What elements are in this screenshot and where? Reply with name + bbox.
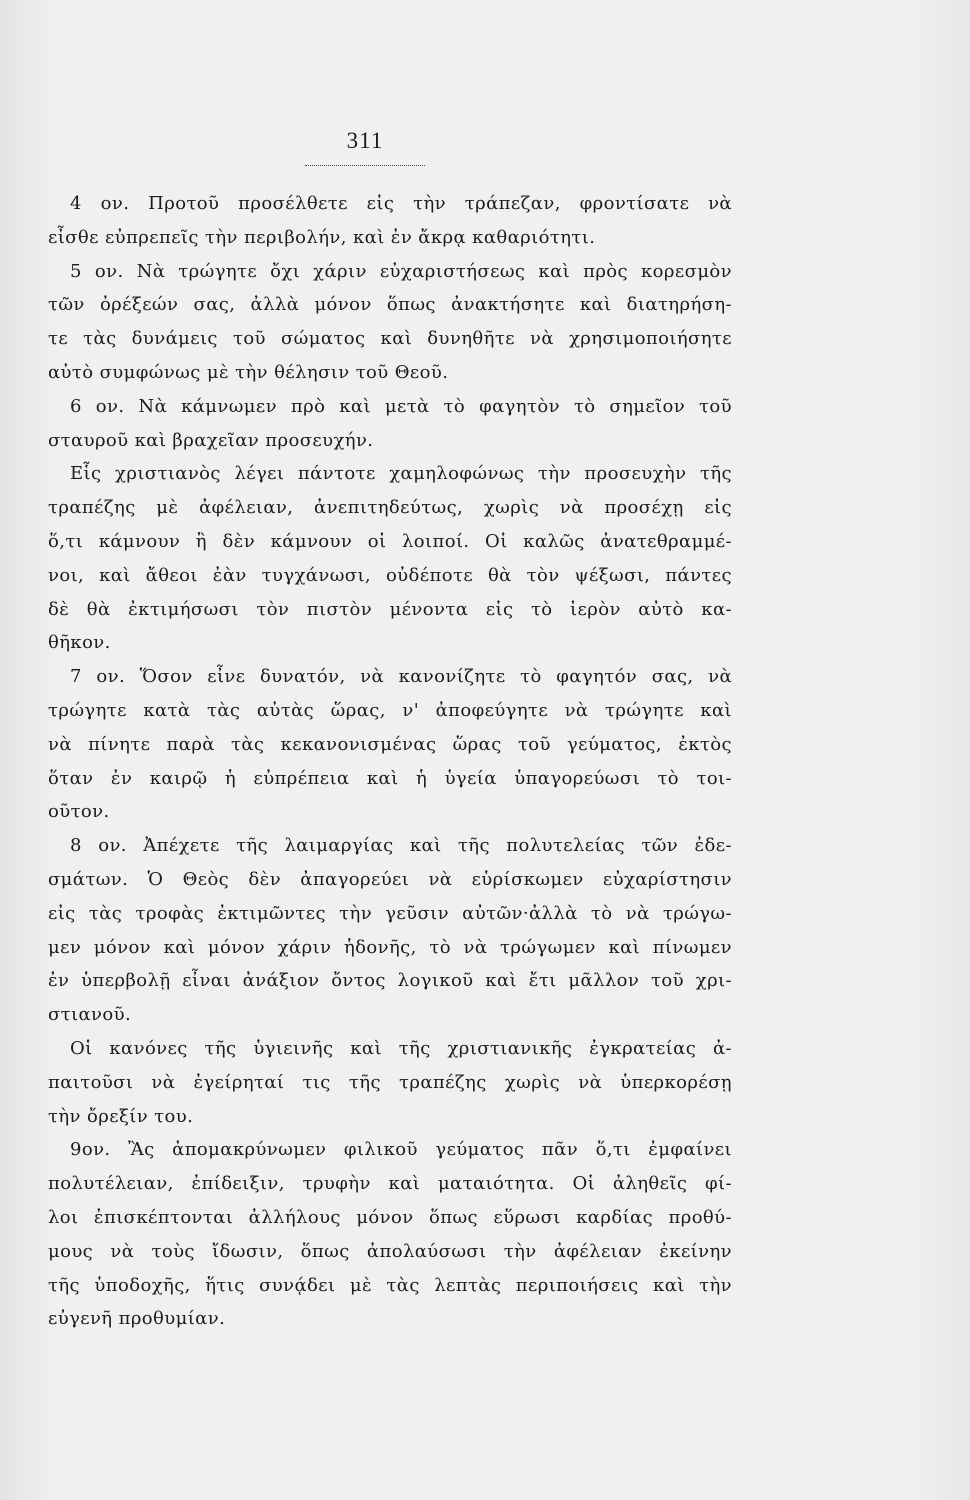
text-line: τρώγητε κατὰ τὰς αὐτὰς ὥρας, ν' ἀποφεύγητε νὰ τρώγητε καὶ [48,699,732,721]
paragraph [48,390,732,458]
paragraph [48,829,732,1032]
paragraph [48,255,732,390]
text-line: τῶν ὀρέξεών σας, ἀλλὰ μόνον ὅπως ἀνακτήσητε καὶ διατηρήση- [48,294,732,316]
paragraph [48,1032,732,1133]
text-line: μεν μόνον καὶ μόνον χάριν ἡδονῆς, τὸ νὰ τρώγωμεν καὶ πίνωμεν [48,936,732,958]
text-line: δὲ θὰ ἐκτιμήσωσι τὸν πιστὸν μένοντα εἰς τὸ ἱερὸν αὐτὸ κα- [48,598,732,620]
text-line: 5 ον. Νὰ τρώγητε ὄχι χάριν εὐχαριστήσεως καὶ πρὸς κορεσμὸν [70,260,732,282]
text-line: λοι ἐπισκέπτονται ἀλλήλους μόνον ὅπως εὕρωσι καρδίας προθύ- [48,1206,732,1228]
body-text [48,187,732,1336]
paragraph [48,187,732,255]
text-line: σμάτων. Ὁ Θεὸς δὲν ἀπαγορεύει νὰ εὑρίσκωμεν εὐχαρίστησιν [48,868,732,890]
text-line: 8 ον. Ἀπέχετε τῆς λαιμαργίας καὶ τῆς πολυτελείας τῶν ἐδε- [70,835,732,857]
text-line: ὅ,τι κάμνουν ἢ δὲν κάμνουν οἱ λοιποί. Οἱ καλῶς ἀνατεθραμμέ- [48,530,732,552]
text-line: 7 ον. Ὅσον εἶνε δυνατόν, νὰ κανονίζητε τὸ φαγητόν σας, νὰ [70,666,732,688]
text-line: Οἱ κανόνες τῆς ὑγιεινῆς καὶ τῆς χριστιανικῆς ἐγκρατείας ἀ- [70,1037,732,1059]
text-line: νὰ πίνητε παρὰ τὰς κεκανονισμένας ὥρας τοῦ γεύματος, ἐκτὸς [48,733,732,755]
page-number: 311 [346,128,384,153]
text-line: αὐτὸ συμφώνως μὲ τὴν θέλησιν τοῦ Θεοῦ. [48,361,449,383]
page-number-rule [305,165,425,166]
text-line: 6 ον. Νὰ κάμνωμεν πρὸ καὶ μετὰ τὸ φαγητὸν τὸ σημεῖον τοῦ [70,395,732,417]
text-line: πολυτέλειαν, ἐπίδειξιν, τρυφὴν καὶ ματαιότητα. Οἱ ἀληθεῖς φί- [48,1173,732,1195]
text-line: παιτοῦσι νὰ ἐγείρηταί τις τῆς τραπέζης χωρὶς νὰ ὑπερκορέσῃ [48,1071,732,1093]
paragraph [48,660,732,829]
text-line: εἶσθε εὐπρεπεῖς τὴν περιβολήν, καὶ ἐν ἄκρᾳ καθαριότητι. [48,226,596,248]
paragraph [48,1133,732,1336]
paragraph [48,457,732,660]
text-line: σταυροῦ καὶ βραχεῖαν προσευχήν. [48,429,374,451]
text-line: νοι, καὶ ἄθεοι ἐὰν τυγχάνωσι, οὐδέποτε θὰ τὸν ψέξωσι, πάντες [48,564,732,586]
text-line: στιανοῦ. [48,1004,132,1026]
text-line: οῦτον. [48,801,110,823]
text-line: Εἷς χριστιανὸς λέγει πάντοτε χαμηλοφώνως τὴν προσευχὴν τῆς [70,463,732,485]
text-line: τὴν ὄρεξίν του. [48,1105,194,1127]
text-line: 4 ον. Προτοῦ προσέλθετε εἰς τὴν τράπεζαν, φροντίσατε νὰ [70,193,732,214]
text-line: μους νὰ τοὺς ἴδωσιν, ὅπως ἀπολαύσωσι τὴν ἀφέλειαν ἐκείνην [48,1240,732,1262]
text-line: εὐγενῆ προθυμίαν. [48,1308,226,1330]
text-line: τραπέζης μὲ ἀφέλειαν, ἀνεπιτηδεύτως, χωρὶς νὰ προσέχῃ εἰς [48,497,732,519]
text-line: τε τὰς δυνάμεις τοῦ σώματος καὶ δυνηθῆτε νὰ χρησιμοποιήσητε [48,328,732,350]
text-line: εἰς τὰς τροφὰς ἐκτιμῶντες τὴν γεῦσιν αὐτῶν·ἀλλὰ τὸ νὰ τρώγω- [48,902,732,924]
text-line: ἐν ὑπερβολῇ εἶναι ἀνάξιον ὄντος λογικοῦ καὶ ἔτι μᾶλλον τοῦ χρι- [48,970,732,992]
text-line: ὅταν ἐν καιρῷ ἡ εὐπρέπεια καὶ ἡ ὑγεία ὑπαγορεύωσι τὸ τοι- [48,767,732,789]
text-line: θῆκον. [48,632,111,654]
text-line: τῆς ὑποδοχῆς, ἥτις συνᾴδει μὲ τὰς λεπτὰς περιποιήσεις καὶ τὴν [48,1274,732,1296]
text-line: 9ον. Ἂς ἀπομακρύνωμεν φιλικοῦ γεύματος πᾶν ὅ,τι ἐμφαίνει [70,1139,732,1161]
